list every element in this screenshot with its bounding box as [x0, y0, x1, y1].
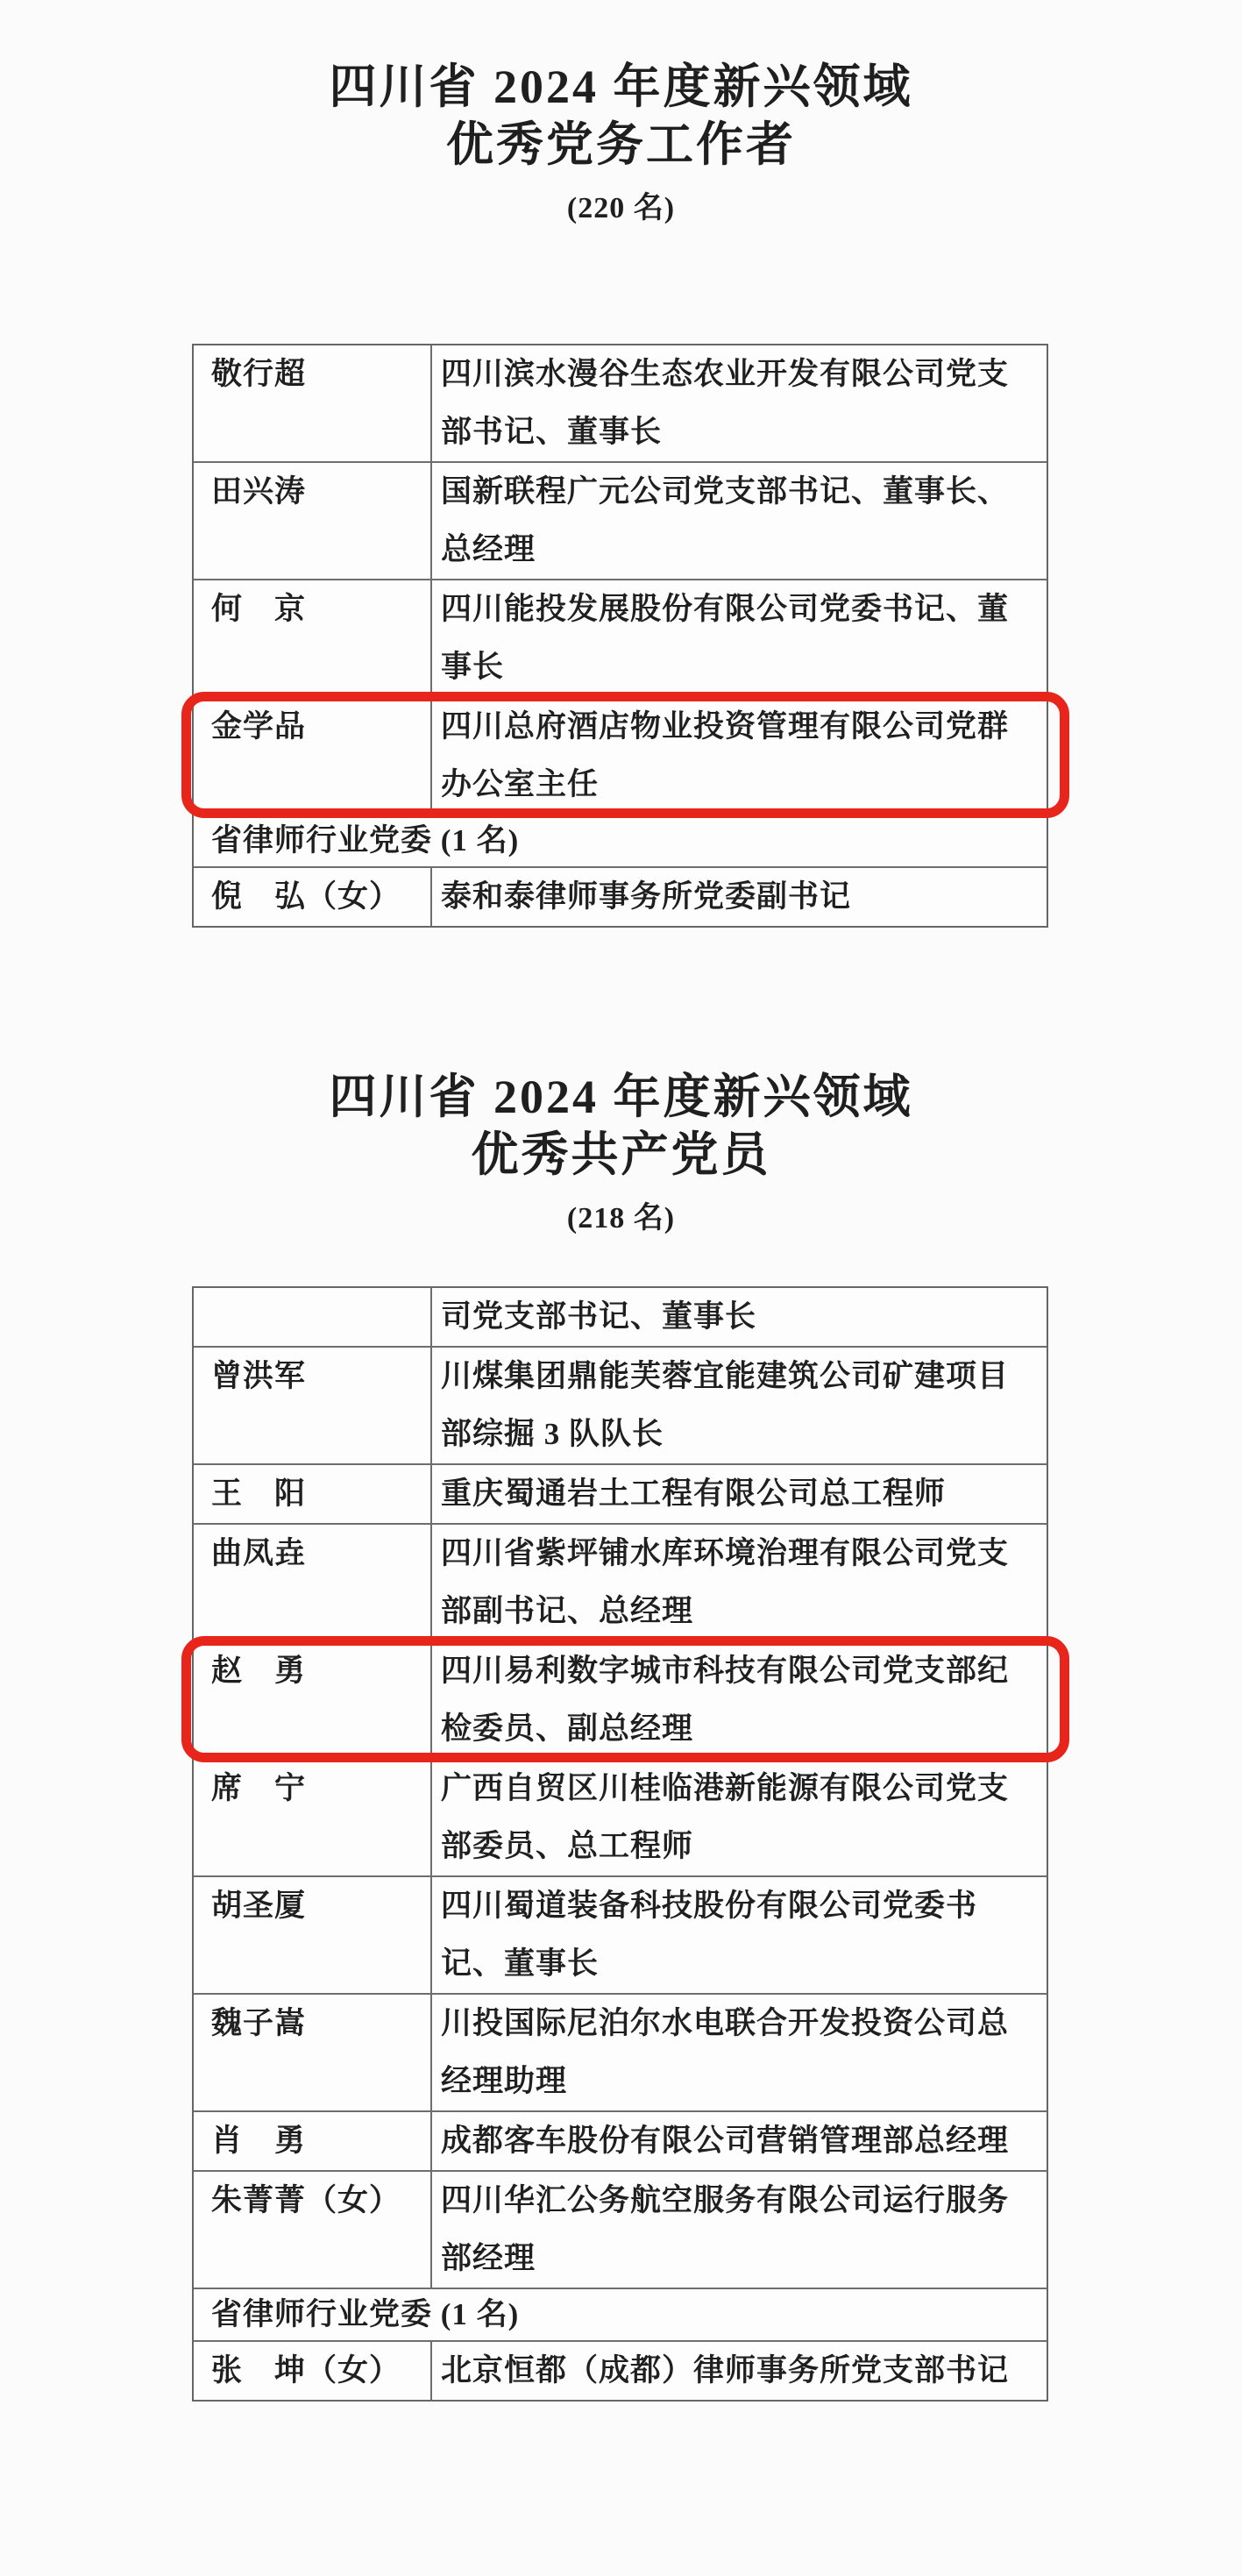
- table-row: [194, 1348, 1047, 1465]
- award-section-party-affairs-workers: [0, 58, 1242, 928]
- table-row: [194, 1877, 1047, 1995]
- description-cell: 川投国际尼泊尔水电联合开发投资公司总经理助理: [441, 2006, 1010, 2098]
- category-header-row: 省律师行业党委 (1 名): [194, 2289, 1047, 2342]
- table-row: [194, 868, 1047, 926]
- name-cell: 王 阳: [194, 1465, 432, 1523]
- name-cell: 倪 弘（女）: [194, 868, 432, 926]
- name-cell: 金学品: [194, 698, 432, 814]
- name-cell: 胡圣厦: [194, 1877, 432, 1993]
- table-row: [194, 1288, 1047, 1348]
- category-header-row: 省律师行业党委 (1 名): [194, 815, 1047, 868]
- count-label: (220 名): [566, 192, 676, 224]
- description-cell: 广西自贸区川桂临港新能源有限公司党支部委员、总工程师: [441, 1771, 1010, 1863]
- description-cell: 四川华汇公务航空服务有限公司运行服务部经理: [441, 2183, 1010, 2275]
- description-cell: 泰和泰律师事务所党委副书记: [441, 879, 852, 914]
- description-cell: 四川易利数字城市科技有限公司党支部纪检委员、副总经理: [441, 1654, 1010, 1746]
- description-cell: 重庆蜀通岩土工程有限公司总工程师: [441, 1477, 947, 1511]
- description-cell: 国新联程广元公司党支部书记、董事长、总经理: [441, 474, 1010, 566]
- table-row: [194, 1525, 1047, 1642]
- table-row: [194, 1760, 1047, 1877]
- description-cell: 四川蜀道装备科技股份有限公司党委书记、董事长: [441, 1889, 978, 1981]
- name-cell: 敬行超: [194, 345, 432, 461]
- description-cell: 四川能投发展股份有限公司党委书记、董事长: [441, 592, 1010, 684]
- table-row: [194, 698, 1047, 815]
- name-cell: 何 京: [194, 580, 432, 696]
- name-cell: 田兴涛: [194, 463, 432, 579]
- awards-table: [192, 344, 1048, 928]
- name-cell: 朱菁菁（女）: [194, 2172, 432, 2288]
- table-row: [194, 1642, 1047, 1760]
- name-cell: 曲凤垚: [194, 1525, 432, 1640]
- table-row: [194, 463, 1047, 580]
- name-cell: 张 坤（女）: [194, 2342, 432, 2400]
- table-row: [194, 2172, 1047, 2289]
- table-row: [194, 2342, 1047, 2400]
- description-cell: 北京恒都（成都）律师事务所党支部书记: [441, 2353, 1010, 2387]
- awards-table: [192, 1286, 1048, 2402]
- name-cell: 魏子嵩: [194, 1995, 432, 2110]
- count-label: (218 名): [566, 1202, 676, 1235]
- award-section-outstanding-party-members: [0, 1068, 1242, 2402]
- section-title-line2: 优秀共产党员: [471, 1128, 771, 1181]
- name-cell: 席 宁: [194, 1760, 432, 1875]
- section-title-line1: 四川省 2024 年度新兴领域: [329, 60, 913, 113]
- table-row: [194, 2112, 1047, 2172]
- table-row: [194, 345, 1047, 463]
- name-cell: 肖 勇: [194, 2112, 432, 2170]
- section-title-line2: 优秀党务工作者: [446, 118, 796, 171]
- name-cell: 赵 勇: [194, 1642, 432, 1758]
- name-cell: [194, 1288, 432, 1346]
- description-cell: 四川总府酒店物业投资管理有限公司党群办公室主任: [441, 709, 1010, 801]
- name-cell: 曾洪军: [194, 1348, 432, 1463]
- description-cell: 成都客车股份有限公司营销管理部总经理: [441, 2124, 1010, 2158]
- description-cell: 四川省紫坪铺水库环境治理有限公司党支部副书记、总经理: [441, 1536, 1010, 1628]
- table-row: [194, 580, 1047, 698]
- description-cell: 四川滨水漫谷生态农业开发有限公司党支部书记、董事长: [441, 357, 1010, 449]
- table-row: [194, 1465, 1047, 1525]
- section-title-line1: 四川省 2024 年度新兴领域: [329, 1071, 913, 1123]
- table-row: [194, 1995, 1047, 2112]
- description-cell: 川煤集团鼎能芙蓉宜能建筑公司矿建项目部综掘 3 队队长: [441, 1359, 1010, 1451]
- description-cell: 司党支部书记、董事长: [441, 1299, 757, 1334]
